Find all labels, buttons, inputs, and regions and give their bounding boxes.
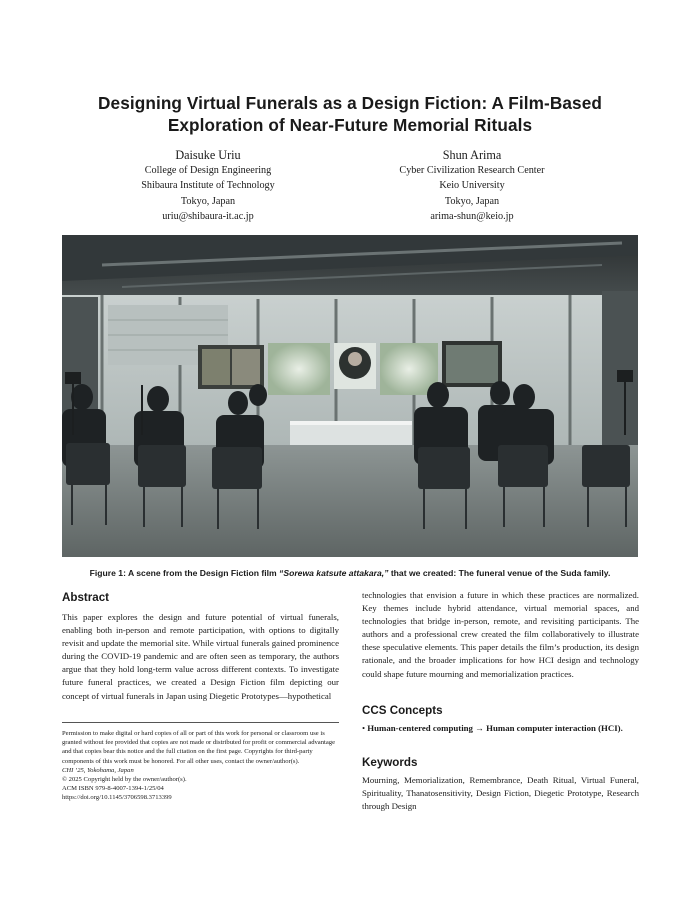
author-department: College of Design Engineering	[144, 165, 272, 176]
ccs-concepts	[362, 722, 639, 735]
caption-suffix: that we created: The funeral venue of the Suda family.	[388, 568, 611, 578]
author-email: uriu@shibaura-it.ac.jp	[162, 211, 254, 223]
figure-funeral-scene	[62, 235, 638, 557]
keywords-heading: Keywords	[362, 756, 418, 769]
title-line-1: Designing Virtual Funerals as a Design Fiction: A Film-Based	[98, 93, 602, 113]
title-line-2: Exploration of Near-Future Memorial Rituals	[167, 115, 533, 135]
author-block-2	[352, 147, 592, 225]
ccs-heading: CCS Concepts	[362, 704, 443, 717]
author-email: arima-shun@keio.jp	[430, 211, 514, 223]
author-block-1	[88, 147, 328, 225]
isbn: ACM ISBN 979-8-4007-1394-1/25/04	[62, 785, 164, 793]
author-location: Tokyo, Japan	[180, 195, 236, 207]
author-institution: Keio University	[439, 180, 505, 192]
author-location: Tokyo, Japan	[444, 195, 500, 207]
copyright: © 2025 Copyright held by the owner/author(s).	[62, 776, 187, 784]
author-department: Cyber Civilization Research Center	[399, 165, 545, 176]
figure-caption	[62, 568, 638, 578]
abstract-text: This paper explores the design and future potential of virtual funerals, enabling both in-person and remote participation, with options to digitally revisit and update the memorial site. While virtual funerals gained prominence during the COVID-19 pandemic and are often seen as temporary, the authors argue that they hold long-term value across different contexts. To investigate future funeral practices, we created a Design Fiction film depicting our concept of virtual funerals in Japan using Diegetic Prototypes—hypothetical	[62, 612, 339, 701]
keywords-text: Mourning, Memorialization, Remembrance, Death Ritual, Virtual Funeral, Spirituality, Thanatosensitivity, Design Fiction, Diegetic Prototype, Research through Design	[362, 775, 639, 812]
author-institution: Shibaura Institute of Technology	[141, 180, 275, 192]
caption-film-title: “Sorewa katsute attakara,”	[279, 568, 389, 578]
author-name: Shun Arima	[442, 148, 502, 162]
ccs-bullet: •	[362, 723, 366, 733]
caption-prefix: Figure 1: A scene from the Design Fiction film	[89, 568, 280, 578]
funeral-venue-photo	[62, 235, 638, 557]
permission-footnote	[62, 722, 339, 803]
doi: https://doi.org/10.1145/3706598.3713399	[62, 794, 172, 802]
abstract-heading: Abstract	[62, 591, 110, 604]
paper-title	[40, 92, 660, 136]
venue: CHI ’25, Yokohama, Japan	[62, 766, 134, 774]
ccs-text: Human-centered computing → Human computer interaction (HCI).	[367, 723, 623, 733]
permission-text: Permission to make digital or hard copies of all or part of this work for personal or classroom use is granted without fee provided that copies are not made or distributed for profit or commercial advantage and that copies bear this notice and the full citation on the first page. Copyrights for third-party components of this work must be honored. For all other uses, contact the owner/author(s).	[62, 730, 335, 765]
abstract-continued: technologies that envision a future in which these practices are normalized. Key themes include hybrid attendance, virtual memorial spaces, and technologies that bridge in-person, remote, and revisiting participants. The authors and a professional crew created the film collaboratively to illustrate these speculative elements. This paper details the film’s production, its design rationale, and the broader implications for how HCI design and technology could shape future mourning and memorialization practices.	[362, 590, 639, 679]
author-name: Daisuke Uriu	[175, 148, 241, 162]
